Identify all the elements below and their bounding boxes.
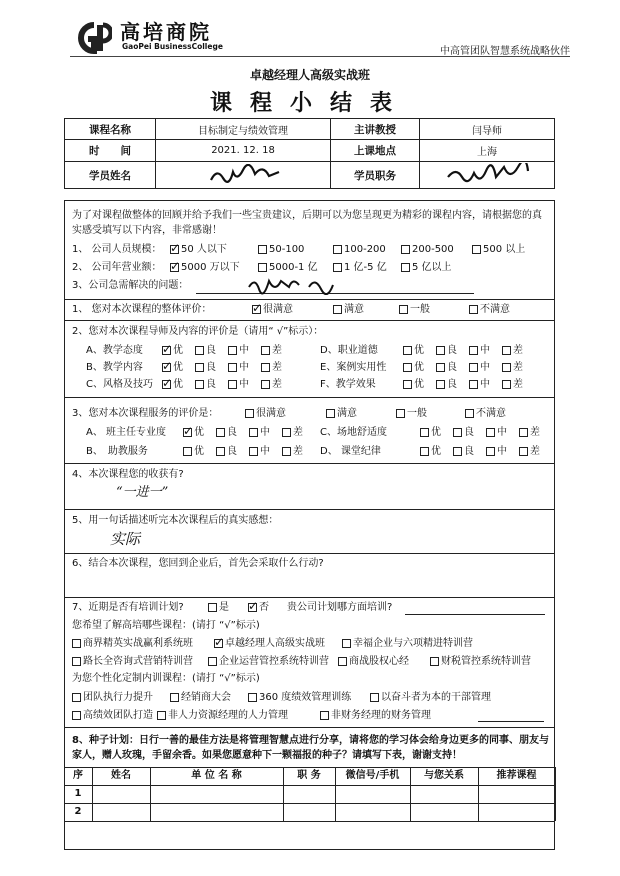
- course-option-label: 360 度绩效管理训练: [259, 692, 352, 703]
- place-label: 上课地点: [330, 139, 420, 162]
- grade-checkbox[interactable]: [228, 346, 237, 355]
- grade-label: 良: [227, 427, 237, 438]
- grade-checkbox[interactable]: [228, 380, 237, 389]
- course-option-label: 非人力资源经理的人力管理: [168, 710, 288, 721]
- table-cell-input[interactable]: [336, 804, 409, 820]
- s4-answer[interactable]: “一进一”: [116, 485, 169, 500]
- table-header-cell: 序: [73, 770, 83, 781]
- grade-checkbox[interactable]: [216, 447, 225, 456]
- course-option-checkbox[interactable]: [430, 657, 439, 666]
- q2-option-checkbox[interactable]: [401, 263, 410, 272]
- grade-label: 中: [480, 379, 490, 390]
- s7-yes-label: 是: [219, 602, 229, 613]
- s5-answer[interactable]: 实际: [110, 530, 141, 548]
- s2-item-label: B、教学内容: [86, 362, 143, 373]
- s3-label: 3、您对本次课程服务的评价是：: [72, 408, 219, 419]
- table-cell-input[interactable]: [479, 786, 554, 802]
- s1-option-label: 满意: [344, 304, 364, 315]
- checkmark-icon: ✓: [170, 241, 181, 255]
- grade-checkbox[interactable]: [469, 346, 478, 355]
- s1-label: 1、 您对本次课程的整体评价：: [72, 304, 212, 315]
- grade-checkbox[interactable]: [183, 447, 192, 456]
- grade-label: 优: [414, 345, 424, 356]
- grade-checkbox[interactable]: [195, 380, 204, 389]
- s6-label: 6、结合本次课程，您回到企业后，首先会采取什么行动?: [72, 558, 324, 569]
- grade-checkbox[interactable]: [486, 447, 495, 456]
- q1-option-checkbox[interactable]: [472, 245, 481, 254]
- grade-checkbox[interactable]: [261, 380, 270, 389]
- student-name-field[interactable]: [155, 161, 331, 189]
- table-cell-input[interactable]: [93, 786, 149, 802]
- grade-label: 优: [431, 427, 441, 438]
- s2-item-label: E、案例实用性: [320, 362, 387, 373]
- grade-label: 优: [194, 446, 204, 457]
- table-header-cell: 与您关系: [424, 770, 464, 781]
- college-logo-icon: [74, 22, 112, 54]
- course-option-label: 幸福企业与六项精进特训营: [353, 638, 473, 649]
- grade-checkbox[interactable]: [502, 346, 511, 355]
- table-cell-input[interactable]: [151, 786, 282, 802]
- grade-checkbox[interactable]: [453, 447, 462, 456]
- table-cell-input[interactable]: [151, 804, 282, 820]
- q1-label: 1、 公司人员规模：: [72, 244, 162, 255]
- grade-label: 中: [239, 362, 249, 373]
- s2-item-label: A、教学态度: [86, 345, 143, 356]
- table-header-cell: 推荐课程: [496, 770, 537, 781]
- grade-checkbox[interactable]: [436, 380, 445, 389]
- grade-label: 良: [447, 345, 457, 356]
- s3-item-label: B、 助教服务: [86, 446, 148, 457]
- checkmark-icon: ✓: [162, 342, 173, 356]
- q2-option-label: 5000 万以下: [181, 262, 240, 273]
- custom-other-line[interactable]: [478, 721, 544, 722]
- grade-label: 中: [260, 427, 270, 438]
- grade-checkbox[interactable]: [502, 380, 511, 389]
- course-option-checkbox[interactable]: [170, 693, 179, 702]
- grade-label: 差: [272, 379, 282, 390]
- position-label: 学员职务: [330, 161, 420, 189]
- course-option-label: 非财务经理的财务管理: [331, 710, 431, 721]
- course-option-checkbox[interactable]: [72, 657, 81, 666]
- s2-label: 2、您对本次课程导师及内容的评价是（请用“ √”标示）：: [72, 326, 324, 337]
- student-position-field[interactable]: [419, 161, 555, 189]
- grade-checkbox[interactable]: [216, 428, 225, 437]
- grade-label: 差: [513, 379, 523, 390]
- q1-option-label: 500 以上: [483, 244, 526, 255]
- q1-option-checkbox[interactable]: [333, 245, 342, 254]
- course-option-checkbox[interactable]: [72, 711, 81, 720]
- s1-option-label: 一般: [410, 304, 430, 315]
- grade-checkbox[interactable]: [195, 346, 204, 355]
- grade-checkbox[interactable]: [261, 363, 270, 372]
- s7-yes-checkbox[interactable]: [208, 603, 217, 612]
- s1-option-label: 不满意: [480, 304, 510, 315]
- q2-option-label: 5 亿以上: [412, 262, 452, 273]
- course-label: 课程名称: [64, 118, 156, 140]
- grade-label: 中: [480, 345, 490, 356]
- table-row-line: [64, 821, 555, 822]
- s3-option-label: 很满意: [256, 408, 286, 419]
- q1-option-label: 200-500: [412, 244, 454, 255]
- s2-item-label: F、教学效果: [320, 379, 376, 390]
- table-cell-input[interactable]: [336, 786, 409, 802]
- grade-label: 良: [447, 362, 457, 373]
- class-title: 卓越经理人高级实战班: [249, 68, 370, 82]
- q2-label: 2、 公司年营业额：: [72, 262, 162, 273]
- grade-checkbox[interactable]: [403, 346, 412, 355]
- grade-checkbox[interactable]: [502, 363, 511, 372]
- grade-checkbox[interactable]: [249, 428, 258, 437]
- s3-item-label: C、场地舒适度: [320, 427, 387, 438]
- grade-label: 良: [227, 446, 237, 457]
- grade-checkbox[interactable]: [486, 428, 495, 437]
- s1-option-checkbox[interactable]: [333, 305, 342, 314]
- course-option-label: 以奋斗者为本的干部管理: [381, 692, 491, 703]
- checkmark-icon: ✓: [170, 259, 181, 273]
- course-option-checkbox[interactable]: [157, 711, 166, 720]
- handwritten-answer-icon: [245, 275, 355, 295]
- s7-which-aspect-line[interactable]: [405, 614, 545, 615]
- grade-label: 差: [293, 427, 303, 438]
- s7-label: 7、近期是否有培训计划?: [72, 602, 184, 613]
- time-value[interactable]: 2021. 12. 18: [155, 139, 331, 162]
- grade-label: 良: [447, 379, 457, 390]
- course-option-label: 企业运营管控系统特训营: [219, 656, 329, 667]
- checkmark-icon: ✓: [252, 301, 263, 315]
- table-cell-input[interactable]: [411, 786, 477, 802]
- checkmark-icon: ✓: [214, 635, 225, 649]
- form-title: 课程小结表: [209, 91, 410, 116]
- checkmark-icon: ✓: [248, 599, 259, 613]
- grade-label: 良: [464, 427, 474, 438]
- s2-item-label: C、风格及技巧: [86, 379, 153, 390]
- grade-label: 中: [497, 446, 507, 457]
- course-value[interactable]: 目标制定与绩效管理: [155, 118, 331, 140]
- grade-checkbox[interactable]: [519, 428, 528, 437]
- section-divider: [64, 597, 555, 598]
- grade-checkbox[interactable]: [469, 380, 478, 389]
- table-header-cell: 职 务: [297, 770, 321, 781]
- intro-text: 为了对课程做整体的回顾并给予我们一些宝贵建议，后期可以为您呈现更为精彩的课程内容，请根据您的真实感受填写以下内容，非常感谢！: [72, 210, 542, 236]
- grade-label: 差: [513, 362, 523, 373]
- course-option-label: 团队执行力提升: [83, 692, 153, 703]
- table-col-line: [555, 767, 556, 821]
- grade-label: 中: [497, 427, 507, 438]
- q1-option-label: 50 人以下: [181, 244, 227, 255]
- q2-option-label: 5000-1 亿: [269, 262, 318, 273]
- s3-option-label: 一般: [407, 408, 427, 419]
- checkmark-icon: ✓: [162, 376, 173, 390]
- grade-label: 优: [414, 362, 424, 373]
- grade-checkbox[interactable]: [228, 363, 237, 372]
- grade-checkbox[interactable]: [469, 363, 478, 372]
- grade-checkbox[interactable]: [420, 447, 429, 456]
- section-divider: [64, 727, 555, 728]
- logo-chinese-name: 高培商院: [120, 20, 212, 44]
- grade-checkbox[interactable]: [436, 346, 445, 355]
- s3-option-label: 不满意: [476, 408, 506, 419]
- table-header-cell: 单 位 名 称: [191, 770, 242, 781]
- grade-label: 中: [260, 446, 270, 457]
- s3-item-label: A、 班主任专业度: [86, 427, 167, 438]
- q1-option-checkbox[interactable]: [258, 245, 267, 254]
- table-cell-input[interactable]: [93, 804, 149, 820]
- section-divider: [64, 397, 555, 398]
- place-value[interactable]: 上海: [419, 139, 555, 162]
- grade-checkbox[interactable]: [453, 428, 462, 437]
- header-slogan: 中高管团队智慧系统战略伙伴: [440, 46, 570, 57]
- table-cell-input[interactable]: [284, 804, 334, 820]
- course-option-checkbox[interactable]: [342, 639, 351, 648]
- grade-label: 差: [530, 427, 540, 438]
- grade-checkbox[interactable]: [519, 447, 528, 456]
- q2-option-checkbox[interactable]: [258, 263, 267, 272]
- course-option-label: 路长全咨询式营销特训营: [83, 656, 193, 667]
- grade-label: 优: [173, 362, 183, 373]
- grade-label: 良: [464, 446, 474, 457]
- course-option-checkbox[interactable]: [338, 657, 347, 666]
- s2-item-label: D、职业道德: [320, 345, 378, 356]
- grade-checkbox[interactable]: [403, 380, 412, 389]
- section-divider: [64, 463, 555, 464]
- q3-label: 3、公司急需解决的问题：: [72, 280, 189, 291]
- grade-checkbox[interactable]: [403, 363, 412, 372]
- handwritten-position-icon: [442, 163, 532, 187]
- grade-label: 中: [239, 345, 249, 356]
- handwritten-signature-icon: [203, 164, 283, 186]
- grade-label: 良: [206, 362, 216, 373]
- header-divider: [70, 56, 570, 57]
- s5-label: 5、用一句话描述听完本次课程后的真实感想：: [72, 515, 279, 526]
- grade-label: 优: [173, 345, 183, 356]
- q1-option-checkbox[interactable]: [401, 245, 410, 254]
- grade-label: 优: [173, 379, 183, 390]
- s7-no-label: 否: [259, 602, 269, 613]
- grade-label: 中: [239, 379, 249, 390]
- section-divider: [64, 299, 555, 300]
- grade-label: 差: [293, 446, 303, 457]
- grade-label: 中: [480, 362, 490, 373]
- checkmark-icon: ✓: [162, 359, 173, 373]
- s7-custom-label: 为您个性化定制内训课程：(请打 “√”标示): [72, 673, 260, 684]
- grade-checkbox[interactable]: [420, 428, 429, 437]
- course-option-label: 商界精英实战赢利系统班: [83, 638, 193, 649]
- grade-label: 差: [272, 345, 282, 356]
- grade-checkbox[interactable]: [282, 447, 291, 456]
- section-divider: [64, 320, 555, 321]
- q1-option-label: 100-200: [344, 244, 386, 255]
- grade-label: 优: [414, 379, 424, 390]
- grade-checkbox[interactable]: [249, 447, 258, 456]
- s3-option-label: 满意: [337, 408, 357, 419]
- grade-label: 优: [431, 446, 441, 457]
- course-option-label: 财税管控系统特训营: [441, 656, 531, 667]
- s7-which-aspect-label: 贵公司计划哪方面培训?: [287, 602, 393, 613]
- grade-checkbox[interactable]: [195, 363, 204, 372]
- logo-english-name: GaoPei BusinessCollege: [122, 42, 223, 51]
- table-cell-input[interactable]: [411, 804, 477, 820]
- grade-checkbox[interactable]: [282, 428, 291, 437]
- table-row-index: 1: [74, 788, 82, 799]
- course-option-label: 高绩效团队打造: [83, 710, 153, 721]
- checkmark-icon: ✓: [183, 424, 194, 438]
- section-divider: [64, 553, 555, 554]
- s3-option-checkbox[interactable]: [326, 409, 335, 418]
- section-divider: [64, 509, 555, 510]
- s1-option-checkbox[interactable]: [469, 305, 478, 314]
- grade-checkbox[interactable]: [261, 346, 270, 355]
- course-option-checkbox[interactable]: [248, 693, 257, 702]
- table-cell-input[interactable]: [284, 786, 334, 802]
- table-row-index: 2: [74, 806, 82, 817]
- s7-hope-label: 您希望了解高培哪些课程：(请打 “√”标示): [72, 620, 260, 631]
- time-label: 时 间: [64, 139, 156, 162]
- course-option-label: 卓越经理人高级实战班: [225, 638, 325, 649]
- grade-label: 良: [206, 379, 216, 390]
- course-option-checkbox[interactable]: [320, 711, 329, 720]
- q2-option-label: 1 亿-5 亿: [344, 262, 387, 273]
- grade-label: 良: [206, 345, 216, 356]
- s4-label: 4、本次课程您的收获有?: [72, 469, 184, 480]
- teacher-value[interactable]: 闫导师: [419, 118, 555, 140]
- grade-label: 差: [513, 345, 523, 356]
- s3-option-checkbox[interactable]: [465, 409, 474, 418]
- table-row-line: [64, 767, 555, 768]
- grade-label: 差: [530, 446, 540, 457]
- course-option-label: 经销商大会: [181, 692, 231, 703]
- grade-label: 优: [194, 427, 204, 438]
- course-option-checkbox[interactable]: [208, 657, 217, 666]
- course-option-checkbox[interactable]: [72, 693, 81, 702]
- table-header-cell: 微信号/手机: [345, 770, 400, 781]
- course-option-label: 商战股权心经: [349, 656, 409, 667]
- course-option-checkbox[interactable]: [72, 639, 81, 648]
- course-option-checkbox[interactable]: [370, 693, 379, 702]
- s1-option-label: 很满意: [263, 304, 293, 315]
- name-label: 学员姓名: [64, 161, 156, 189]
- s3-option-checkbox[interactable]: [245, 409, 254, 418]
- table-cell-input[interactable]: [479, 804, 554, 820]
- teacher-label: 主讲教授: [330, 118, 420, 140]
- s3-item-label: D、 课堂纪律: [320, 446, 381, 457]
- s8-label: 8、种子计划：日行一善的最佳方法是将管理智慧点进行分享，请将您的学习体会给身边更多的同事、朋友与家人，赠人玫瑰，手留余香。如果您愿意种下一颗福报的种子？请填写下表，谢谢支持！: [72, 735, 549, 761]
- grade-label: 差: [272, 362, 282, 373]
- s1-option-checkbox[interactable]: [399, 305, 408, 314]
- table-header-cell: 姓名: [111, 770, 131, 781]
- q1-option-label: 50-100: [269, 244, 305, 255]
- grade-checkbox[interactable]: [436, 363, 445, 372]
- s3-option-checkbox[interactable]: [396, 409, 405, 418]
- q2-option-checkbox[interactable]: [333, 263, 342, 272]
